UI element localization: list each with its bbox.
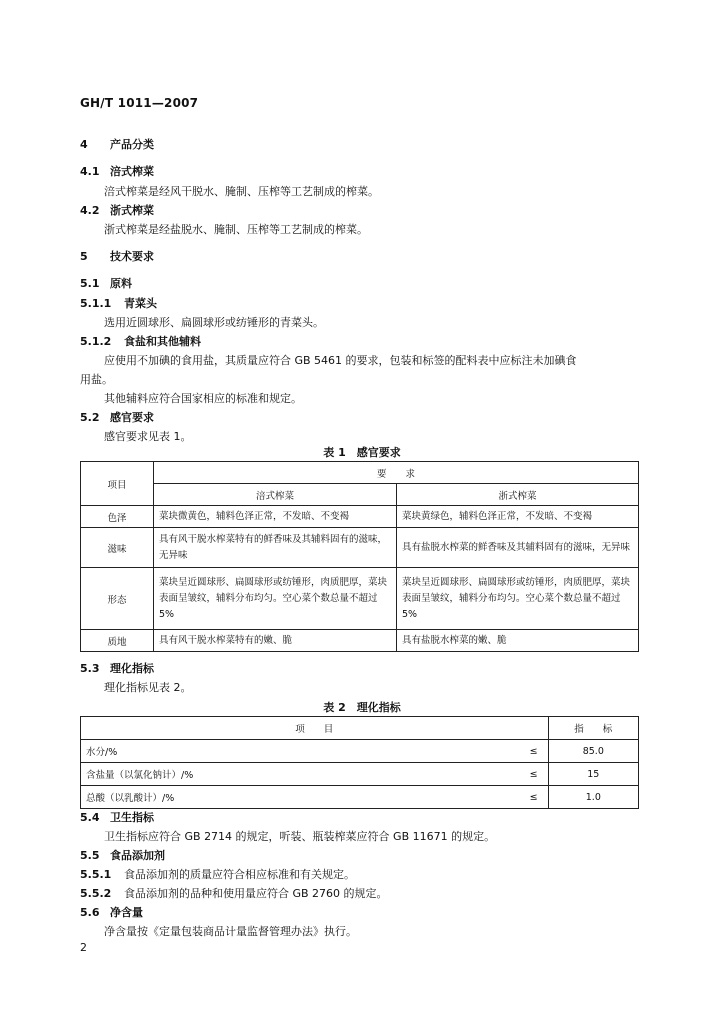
- table-1-header-zhejiang: 浙式榨菜: [397, 484, 639, 506]
- section-5-2-heading: 5.2 感官要求: [80, 411, 154, 424]
- section-5-heading: 5 技术要求: [80, 250, 154, 263]
- section-5-5-heading: 5.5 食品添加剂: [80, 849, 165, 862]
- table-2-caption: 表 2 理化指标: [323, 701, 401, 714]
- section-5-3-text: 理化指标见表 2。: [104, 681, 192, 694]
- table-row: 形态 菜块呈近圆球形、扁圆球形或纺锤形，肉质肥厚，菜块表面呈皱纹，辅料分布均匀。空心菜个数总量不超过 5% 菜块呈近圆球形、扁圆球形或纺锤形，肉质肥厚，菜块表面呈皱纹，辅料分布均匀。空心菜个数总量不超过 5%: [81, 568, 639, 630]
- physicochemical-table: [80, 716, 639, 809]
- table-row: 水分/% ≤ 85.0: [81, 740, 639, 763]
- section-5-1-1-text: 选用近圆球形、扁圆球形或纺锤形的青菜头。: [104, 316, 324, 329]
- section-5-4-heading: 5.4 卫生指标: [80, 811, 154, 824]
- section-5-1-1-heading: 5.1.1 青菜头: [80, 297, 157, 310]
- table-1-header-fuling: 涪式榨菜: [154, 484, 397, 506]
- section-4-1-text: 涪式榨菜是经风干脱水、腌制、压榨等工艺制成的榨菜。: [104, 185, 379, 198]
- table-1-header-requirement: 要 求: [154, 462, 639, 484]
- section-5-3-heading: 5.3 理化指标: [80, 662, 154, 675]
- section-5-1-2-text-1-cont: 用盐。: [80, 373, 113, 386]
- page-number: 2: [80, 941, 87, 954]
- table-row: 滋味 具有风干脱水榨菜特有的鲜香味及其辅料固有的滋味，无异味 具有盐脱水榨菜的鲜香味及其辅料固有的滋味，无异味: [81, 528, 639, 568]
- section-4-1-heading: 4.1 涪式榨菜: [80, 165, 154, 178]
- table-row: 含盐量（以氯化钠计）/% ≤ 15: [81, 763, 639, 786]
- section-5-1-heading: 5.1 原料: [80, 277, 132, 290]
- section-5-1-2-text-1: 应使用不加碘的食用盐，其质量应符合 GB 5461 的要求，包装和标签的配料表中应标注未加碘食: [104, 354, 577, 367]
- table-row: 总酸（以乳酸计）/% ≤ 1.0: [81, 786, 639, 809]
- standard-code: GH/T 1011—2007: [80, 96, 199, 110]
- section-5-4-text: 卫生指标应符合 GB 2714 的规定，听装、瓶装榨菜应符合 GB 11671 的规定。: [104, 830, 496, 843]
- section-5-5-1-line: 5.5.1 食品添加剂的质量应符合相应标准和有关规定。: [80, 868, 355, 881]
- table-row: 色泽 菜块微黄色，辅料色泽正常，不发暗、不变褐 菜块黄绿色，辅料色泽正常，不发暗、不变褐: [81, 506, 639, 528]
- section-5-6-heading: 5.6 净含量: [80, 906, 143, 919]
- section-5-1-2-heading: 5.1.2 食盐和其他辅料: [80, 335, 201, 348]
- section-5-1-2-text-2: 其他辅料应符合国家相应的标准和规定。: [104, 392, 302, 405]
- sensory-requirements-table: [80, 461, 639, 652]
- section-5-5-2-line: 5.5.2 食品添加剂的品种和使用量应符合 GB 2760 的规定。: [80, 887, 388, 900]
- table-1-header-item: 项目: [81, 462, 154, 506]
- table-row: 质地 具有风干脱水榨菜特有的嫩、脆 具有盐脱水榨菜的嫩、脆: [81, 630, 639, 652]
- section-5-2-text: 感官要求见表 1。: [104, 430, 192, 443]
- table-2-header-value: 指 标: [548, 717, 638, 740]
- section-4-2-text: 浙式榨菜是经盐脱水、腌制、压榨等工艺制成的榨菜。: [104, 223, 368, 236]
- section-4-heading: 4 产品分类: [80, 138, 154, 151]
- table-2-header-item: 项 目: [81, 717, 549, 740]
- table-1-caption: 表 1 感官要求: [323, 446, 401, 459]
- section-5-6-text: 净含量按《定量包装商品计量监督管理办法》执行。: [104, 925, 357, 938]
- section-4-2-heading: 4.2 浙式榨菜: [80, 204, 154, 217]
